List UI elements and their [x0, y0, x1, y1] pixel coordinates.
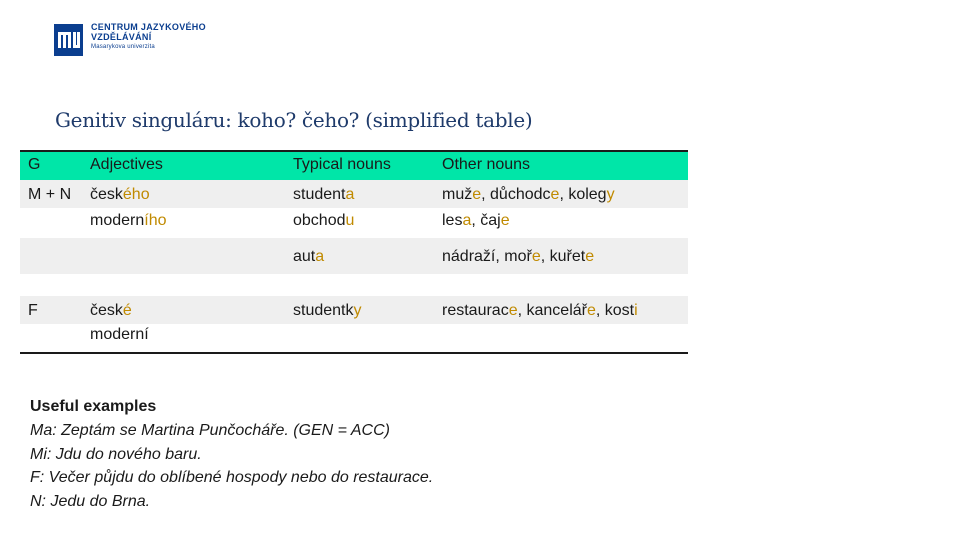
- adjective-cell: moderního: [90, 212, 167, 229]
- genitive-table: [20, 150, 688, 354]
- table-row: [20, 180, 688, 208]
- slide-title: Genitiv singuláru: koho? čeho? (simplified table): [55, 108, 533, 132]
- table-row: [20, 296, 688, 324]
- typical-noun-cell: studenta: [293, 186, 355, 203]
- other-noun-cell: lesa, čaje: [442, 212, 510, 229]
- muni-logo-icon: [54, 24, 83, 56]
- gender-label-f: F: [28, 302, 38, 319]
- typical-noun-cell: obchodu: [293, 212, 355, 229]
- other-noun-cell: nádraží, moře, kuřete: [442, 248, 595, 265]
- logo-text: [91, 22, 206, 52]
- header-gender: G: [28, 156, 41, 173]
- adjective-cell: české: [90, 302, 132, 319]
- logo-subtitle: Masarykova univerzita: [91, 44, 155, 50]
- other-noun-cell: restaurace, kanceláře, kosti: [442, 302, 638, 319]
- header-adjectives: Adjectives: [90, 156, 163, 173]
- example-line: Mi: Jdu do nového baru.: [30, 445, 202, 463]
- table-spacer: [20, 274, 688, 296]
- other-noun-cell: muže, důchodce, kolegy: [442, 186, 615, 203]
- logo-line-2: VZDĚLÁVÁNÍ: [91, 32, 152, 42]
- header-other-nouns: Other nouns: [442, 156, 531, 173]
- header-typical-nouns: Typical nouns: [293, 156, 391, 173]
- example-line: F: Večer půjdu do oblíbené hospody nebo do restaurace.: [30, 469, 434, 487]
- typical-noun-cell: studentky: [293, 302, 362, 319]
- table-header-row: [20, 150, 688, 180]
- gender-label-mn: M + N: [28, 186, 72, 203]
- adjective-cell: českého: [90, 186, 150, 203]
- logo-line-1: CENTRUM JAZYKOVÉHO: [91, 22, 206, 32]
- example-line: N: Jedu do Brna.: [30, 493, 151, 511]
- typical-noun-cell: auta: [293, 248, 325, 265]
- table-row: [20, 238, 688, 274]
- adjective-cell: moderní: [90, 326, 149, 343]
- examples-heading: Useful examples: [30, 398, 157, 415]
- institution-logo: [54, 22, 206, 58]
- useful-examples: [30, 395, 433, 514]
- table-row: [20, 324, 688, 354]
- table-row: [20, 208, 688, 238]
- example-line: Ma: Zeptám se Martina Punčocháře. (GEN = ACC): [30, 421, 390, 439]
